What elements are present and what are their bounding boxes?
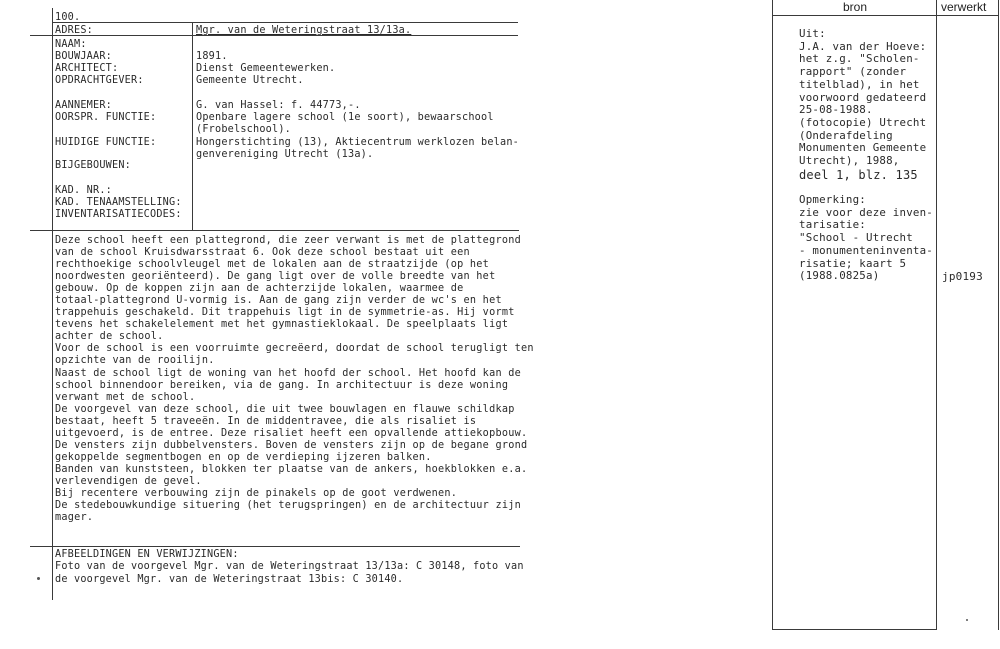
description-line: De stedebouwkundige situering (het terugspringen) en de architectuur zijn [55,500,521,512]
source-line: deel 1, blz. 135 [799,167,918,182]
description-line: gekoppelde segmentbogen en op de verdieping ijzeren balken. [55,451,432,463]
description-line: rechthoekige schoolvleugel met de lokalen aan de straatzijde (op het [55,259,490,271]
field-column-divider [192,23,193,230]
corner-dot [966,619,968,621]
description-line: tevens het schakelelement met het gymnastieklokaal. De speelplaats ligt [55,319,509,331]
remark-line: risatie; kaart 5 [799,256,907,270]
label-huidige-functie: HUIDIGE FUNCTIE: [55,137,157,148]
description-line: mager. [55,512,94,524]
label-naam: NAAM: [55,39,87,50]
sidebar-column-divider [936,0,937,630]
label-kad-tenaamstelling: KAD. TENAAMSTELLING: [55,197,182,208]
remark-line: "School - Utrecht [799,231,913,245]
value-huidige-functie: Hongerstichting (13), Aktiecentrum werklozen belan- [196,137,520,148]
value-bouwjaar: 1891. [196,51,228,62]
source-line: Monumenten Gemeente [799,141,927,155]
label-oorspr-functie: OORSPR. FUNCTIE: [55,112,157,123]
description-line: verwant met de school. [55,391,196,403]
description-line: trappehuis geschakeld. Dit trappehuis ligt in de symmetrie-as. Hij vormt [55,307,515,319]
remark-line: (1988.0825a) [799,269,880,283]
sidebar-header-rule [772,15,999,16]
description-line: Banden van kunststeen, blokken ter plaatse van de ankers, hoekblokken e.a. [55,463,528,475]
sidebar-bottom-rule [772,629,936,630]
record-number: 100. [55,12,81,23]
source-line: Utrecht), 1988, [799,154,900,168]
images-line: de voorgevel Mgr. van de Weteringstraat 13bis: C 30140. [55,574,404,585]
source-line: (fotocopie) Utrecht [799,115,927,129]
source-line: rapport" (zonder [799,65,907,79]
source-line: J.A. van der Hoeve: [799,39,927,53]
value-oorspr-functie: Openbare lagere school (1e soort), bewaarschool [196,112,494,123]
images-line: Foto van de voorgevel Mgr. van de Weteringstraat 13/13a: C 30148, foto van [55,561,524,572]
source-line: voorwoord gedateerd [799,90,927,104]
source-line: het z.g. "Scholen- [799,52,920,66]
images-top-rule [30,546,520,547]
remark-block [799,194,933,283]
source-line: Uit: [799,27,826,40]
label-bijgebouwen: BIJGEBOUWEN: [55,160,132,171]
source-line: 25-08-1988. [799,103,873,117]
remark-line: tarisatie: [799,218,867,232]
description-line: De vensters zijn dubbelvensters. Boven de vensters zijn op de begane grond [55,439,528,451]
remark-line: - monumenteninventa- [799,243,934,257]
remark-line: zie voor deze inven- [799,205,934,219]
number-underline [52,22,518,23]
description-line: noordwesten georiënteerd). De gang ligt over de volle breedte van het [55,271,496,283]
top-margin-line [52,8,53,600]
description-line: gebouw. Op de koppen zijn aan de achterzijde lokalen, waarmee de [55,283,464,295]
description-line: totaal-plattegrond U-vormig is. Aan de gang zijn verder de wc's en het [55,295,502,307]
label-architect: ARCHITECT: [55,63,119,74]
label-opdrachtgever: OPDRACHTGEVER: [55,75,144,86]
images-heading: AFBEELDINGEN EN VERWIJZINGEN: [55,549,239,560]
label-adres: ADRES: [55,25,94,36]
source-line: titelblad), in het [799,77,920,91]
description-line: verlevendigen de gevel. [55,475,202,487]
description-line: De voorgevel van deze school, die uit twee bouwlagen en flauwe schildkap [55,403,515,415]
source-line: (Onderafdeling [799,128,893,142]
description-line: Naast de school ligt de woning van het hoofd der school. Het hoofd kan de [55,367,521,379]
description-line: uitgevoerd, is de entree. Deze risaliet heeft een opvallende attiekopbouw. [55,427,528,439]
description-line: school binnendoor bereiken, via de gang. In architectuur is deze woning [55,379,509,391]
fields-bottom-rule [30,230,519,231]
value-huidige-functie-cont: genvereniging Utrecht (13a). [196,149,374,160]
sidebar-right-border [998,0,999,630]
source-citation [799,28,926,183]
value-adres: Mgr. van de Weteringstraat 13/13a. [196,25,412,36]
description-line: van de school Kruisdwarsstraat 6. Ook deze school bestaat uit een [55,247,470,259]
processed-code: jp0193 [942,270,983,283]
value-aannemer: G. van Hassel: f. 44773,-. [196,100,361,111]
margin-dot [37,577,40,580]
label-inventarisatiecodes: INVENTARISATIECODES: [55,209,182,220]
value-oorspr-functie-cont: (Frobelschool). [196,124,292,135]
sidebar-left-border [772,0,773,630]
value-architect: Dienst Gemeentewerken. [196,63,336,74]
description-line: Voor de school is een voorruimte gecreëerd, doordat de school terugligt ten [55,343,534,355]
description-line: Bij recentere verbouwing zijn de pinakels op de goot verdwenen. [55,487,458,499]
label-bouwjaar: BOUWJAAR: [55,51,113,62]
value-opdrachtgever: Gemeente Utrecht. [196,75,304,86]
verwerkt-header: verwerkt [941,0,987,14]
bron-header: bron [843,0,868,14]
description-line: Deze school heeft een plattegrond, die zeer verwant is met de plattegrond [55,235,521,246]
description-line: bestaat, heeft 5 traveeën. In de middentravee, die als risaliet is [55,415,477,427]
label-aannemer: AANNEMER: [55,100,113,111]
description-text [55,235,534,524]
label-kad-nr: KAD. NR.: [55,185,113,196]
description-line: opzichte van de rooilijn. [55,355,215,367]
remark-line: Opmerking: [799,193,867,206]
description-line: achter de school. [55,331,164,343]
